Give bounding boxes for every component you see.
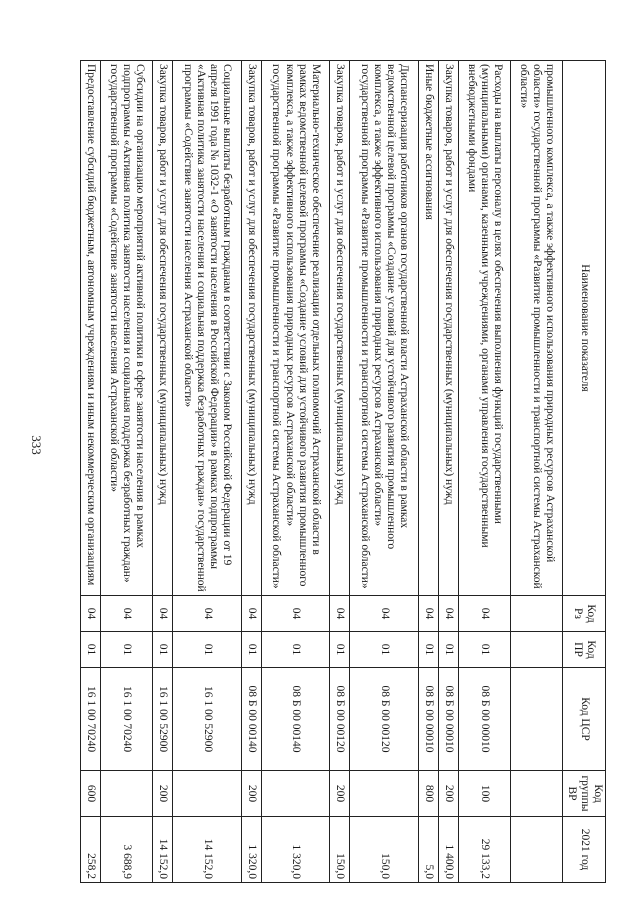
cell-csr: 08 Б 00 00010 bbox=[458, 668, 510, 771]
cell-csr: 16 1 00 52900 bbox=[173, 668, 242, 771]
cell-amount: 258,2 bbox=[81, 817, 101, 883]
cell-rz: 04 bbox=[261, 596, 330, 632]
cell-name: Субсидии на организацию мероприятий активной политики в сфере занятости населения в рамках подпрограммы «Активная политика занятости населения и социальная поддержка безработных граждан» государственной программы «Содействие занятости населения Астраханской области» bbox=[100, 61, 152, 596]
cell-name: Расходы на выплаты персоналу в целях обеспечения выполнения функций государственными (муниципальными) органами, казенными учреждениями, органами управления государственными внебюджетными фондами bbox=[458, 61, 510, 596]
cell-amount: 150,0 bbox=[330, 817, 350, 883]
cell-pr: 01 bbox=[241, 632, 261, 668]
cell-vr bbox=[350, 771, 419, 817]
cell-rz: 04 bbox=[350, 596, 419, 632]
cell-amount: 1 400,0 bbox=[438, 817, 458, 883]
cell-vr bbox=[261, 771, 330, 817]
cell-name: промышленного комплекса, а также эффективного использования природных ресурсов Астраханской области» государственной программы «Развитие промышленности и транспортной системы Астраханской области» bbox=[510, 61, 562, 596]
cell-pr: 01 bbox=[261, 632, 330, 668]
cell-vr: 200 bbox=[153, 771, 173, 817]
table-row bbox=[438, 61, 458, 883]
cell-amount: 29 133,2 bbox=[458, 817, 510, 883]
cell-name: Закупка товаров, работ и услуг для обеспечения государственных (муниципальных) нужд bbox=[153, 61, 173, 596]
page-number: 333 bbox=[29, 435, 44, 455]
cell-csr: 08 Б 00 00010 bbox=[438, 668, 458, 771]
cell-amount: 14 152,0 bbox=[173, 817, 242, 883]
cell-amount bbox=[510, 817, 562, 883]
cell-name: Диспансеризация работников органов государственной власти Астраханской области в рамках ведомственной целевой программы «Создание условий для устойчивого развития промышленного комплекса, а также эффективного использования природных ресурсов Астраханской области» государственной программы «Развитие промышленности и транспортной системы Астраханской области» bbox=[350, 61, 419, 596]
table-row bbox=[350, 61, 419, 883]
table-header-row bbox=[563, 61, 606, 883]
table-row bbox=[330, 61, 350, 883]
cell-csr bbox=[510, 668, 562, 771]
cell-amount: 1 320,0 bbox=[261, 817, 330, 883]
table-row bbox=[510, 61, 562, 883]
table-row bbox=[173, 61, 242, 883]
cell-vr: 100 bbox=[458, 771, 510, 817]
cell-csr: 16 1 00 70240 bbox=[100, 668, 152, 771]
cell-vr: 600 bbox=[81, 771, 101, 817]
cell-csr: 08 Б 00 00010 bbox=[418, 668, 438, 771]
cell-rz: 04 bbox=[241, 596, 261, 632]
cell-vr: 200 bbox=[241, 771, 261, 817]
cell-vr bbox=[173, 771, 242, 817]
table-row bbox=[458, 61, 510, 883]
cell-vr: 200 bbox=[438, 771, 458, 817]
cell-name: Закупка товаров, работ и услуг для обеспечения государственных (муниципальных) нужд bbox=[438, 61, 458, 596]
cell-rz: 04 bbox=[173, 596, 242, 632]
header-csr: Код ЦСР bbox=[563, 668, 606, 771]
table-row bbox=[418, 61, 438, 883]
header-pr: Код ПР bbox=[563, 632, 606, 668]
budget-table bbox=[80, 60, 606, 883]
cell-csr: 16 1 00 52900 bbox=[153, 668, 173, 771]
rotated-budget-table-container bbox=[80, 60, 606, 882]
table-row bbox=[261, 61, 330, 883]
cell-pr: 01 bbox=[81, 632, 101, 668]
cell-name: Предоставление субсидий бюджетным, автономным учреждениям и иным некоммерческим организациям bbox=[81, 61, 101, 596]
cell-rz: 04 bbox=[458, 596, 510, 632]
cell-rz: 04 bbox=[100, 596, 152, 632]
cell-name: Закупка товаров, работ и услуг для обеспечения государственных (муниципальных) нужд bbox=[330, 61, 350, 596]
cell-rz: 04 bbox=[81, 596, 101, 632]
cell-pr bbox=[510, 632, 562, 668]
cell-pr: 01 bbox=[173, 632, 242, 668]
cell-pr: 01 bbox=[438, 632, 458, 668]
cell-pr: 01 bbox=[458, 632, 510, 668]
cell-rz: 04 bbox=[330, 596, 350, 632]
cell-rz: 04 bbox=[438, 596, 458, 632]
cell-rz: 04 bbox=[418, 596, 438, 632]
header-rz: Код Рз bbox=[563, 596, 606, 632]
table-row bbox=[153, 61, 173, 883]
cell-name: Материально-техническое обеспечение реализации отдельных полномочий Астраханской области в рамках ведомственной целевой программы «Создание условий для устойчивого развития промышленного комплекса, а также эффективного использования природных ресурсов Астраханской области» государственной программы «Развитие промышленности и транспортной системы Астраханской области» bbox=[261, 61, 330, 596]
cell-amount: 14 152,0 bbox=[153, 817, 173, 883]
cell-amount: 3 688,9 bbox=[100, 817, 152, 883]
cell-amount: 1 320,0 bbox=[241, 817, 261, 883]
header-name: Наименование показателя bbox=[563, 61, 606, 596]
cell-pr: 01 bbox=[350, 632, 419, 668]
cell-amount: 5,0 bbox=[418, 817, 438, 883]
table-row bbox=[100, 61, 152, 883]
cell-vr: 200 bbox=[330, 771, 350, 817]
cell-csr: 08 Б 00 00140 bbox=[261, 668, 330, 771]
cell-vr: 800 bbox=[418, 771, 438, 817]
table-row bbox=[241, 61, 261, 883]
cell-rz bbox=[510, 596, 562, 632]
cell-name: Социальные выплаты безработным гражданам в соответствии с Законом Российской Федерации от 19 апреля 1991 года № 1032-1 «О занятости населения в Российской Федерации» в рамках подпрограммы «Активная политика занятости населения и социальная поддержка безработных граждан» государственной программы «Содействие занятости населения Астраханской области» bbox=[173, 61, 242, 596]
cell-vr bbox=[100, 771, 152, 817]
cell-amount: 150,0 bbox=[350, 817, 419, 883]
header-amount: 2021 год bbox=[563, 817, 606, 883]
cell-pr: 01 bbox=[100, 632, 152, 668]
cell-csr: 08 Б 00 00140 bbox=[241, 668, 261, 771]
cell-csr: 08 Б 00 00120 bbox=[350, 668, 419, 771]
cell-pr: 01 bbox=[418, 632, 438, 668]
cell-csr: 16 1 00 70240 bbox=[81, 668, 101, 771]
cell-name: Иные бюджетные ассигнования bbox=[418, 61, 438, 596]
cell-name: Закупка товаров, работ и услуг для обеспечения государственных (муниципальных) нужд bbox=[241, 61, 261, 596]
table-row bbox=[81, 61, 101, 883]
cell-rz: 04 bbox=[153, 596, 173, 632]
cell-pr: 01 bbox=[153, 632, 173, 668]
cell-csr: 08 Б 00 00120 bbox=[330, 668, 350, 771]
cell-pr: 01 bbox=[330, 632, 350, 668]
cell-vr bbox=[510, 771, 562, 817]
header-vr: Код группы ВР bbox=[563, 771, 606, 817]
